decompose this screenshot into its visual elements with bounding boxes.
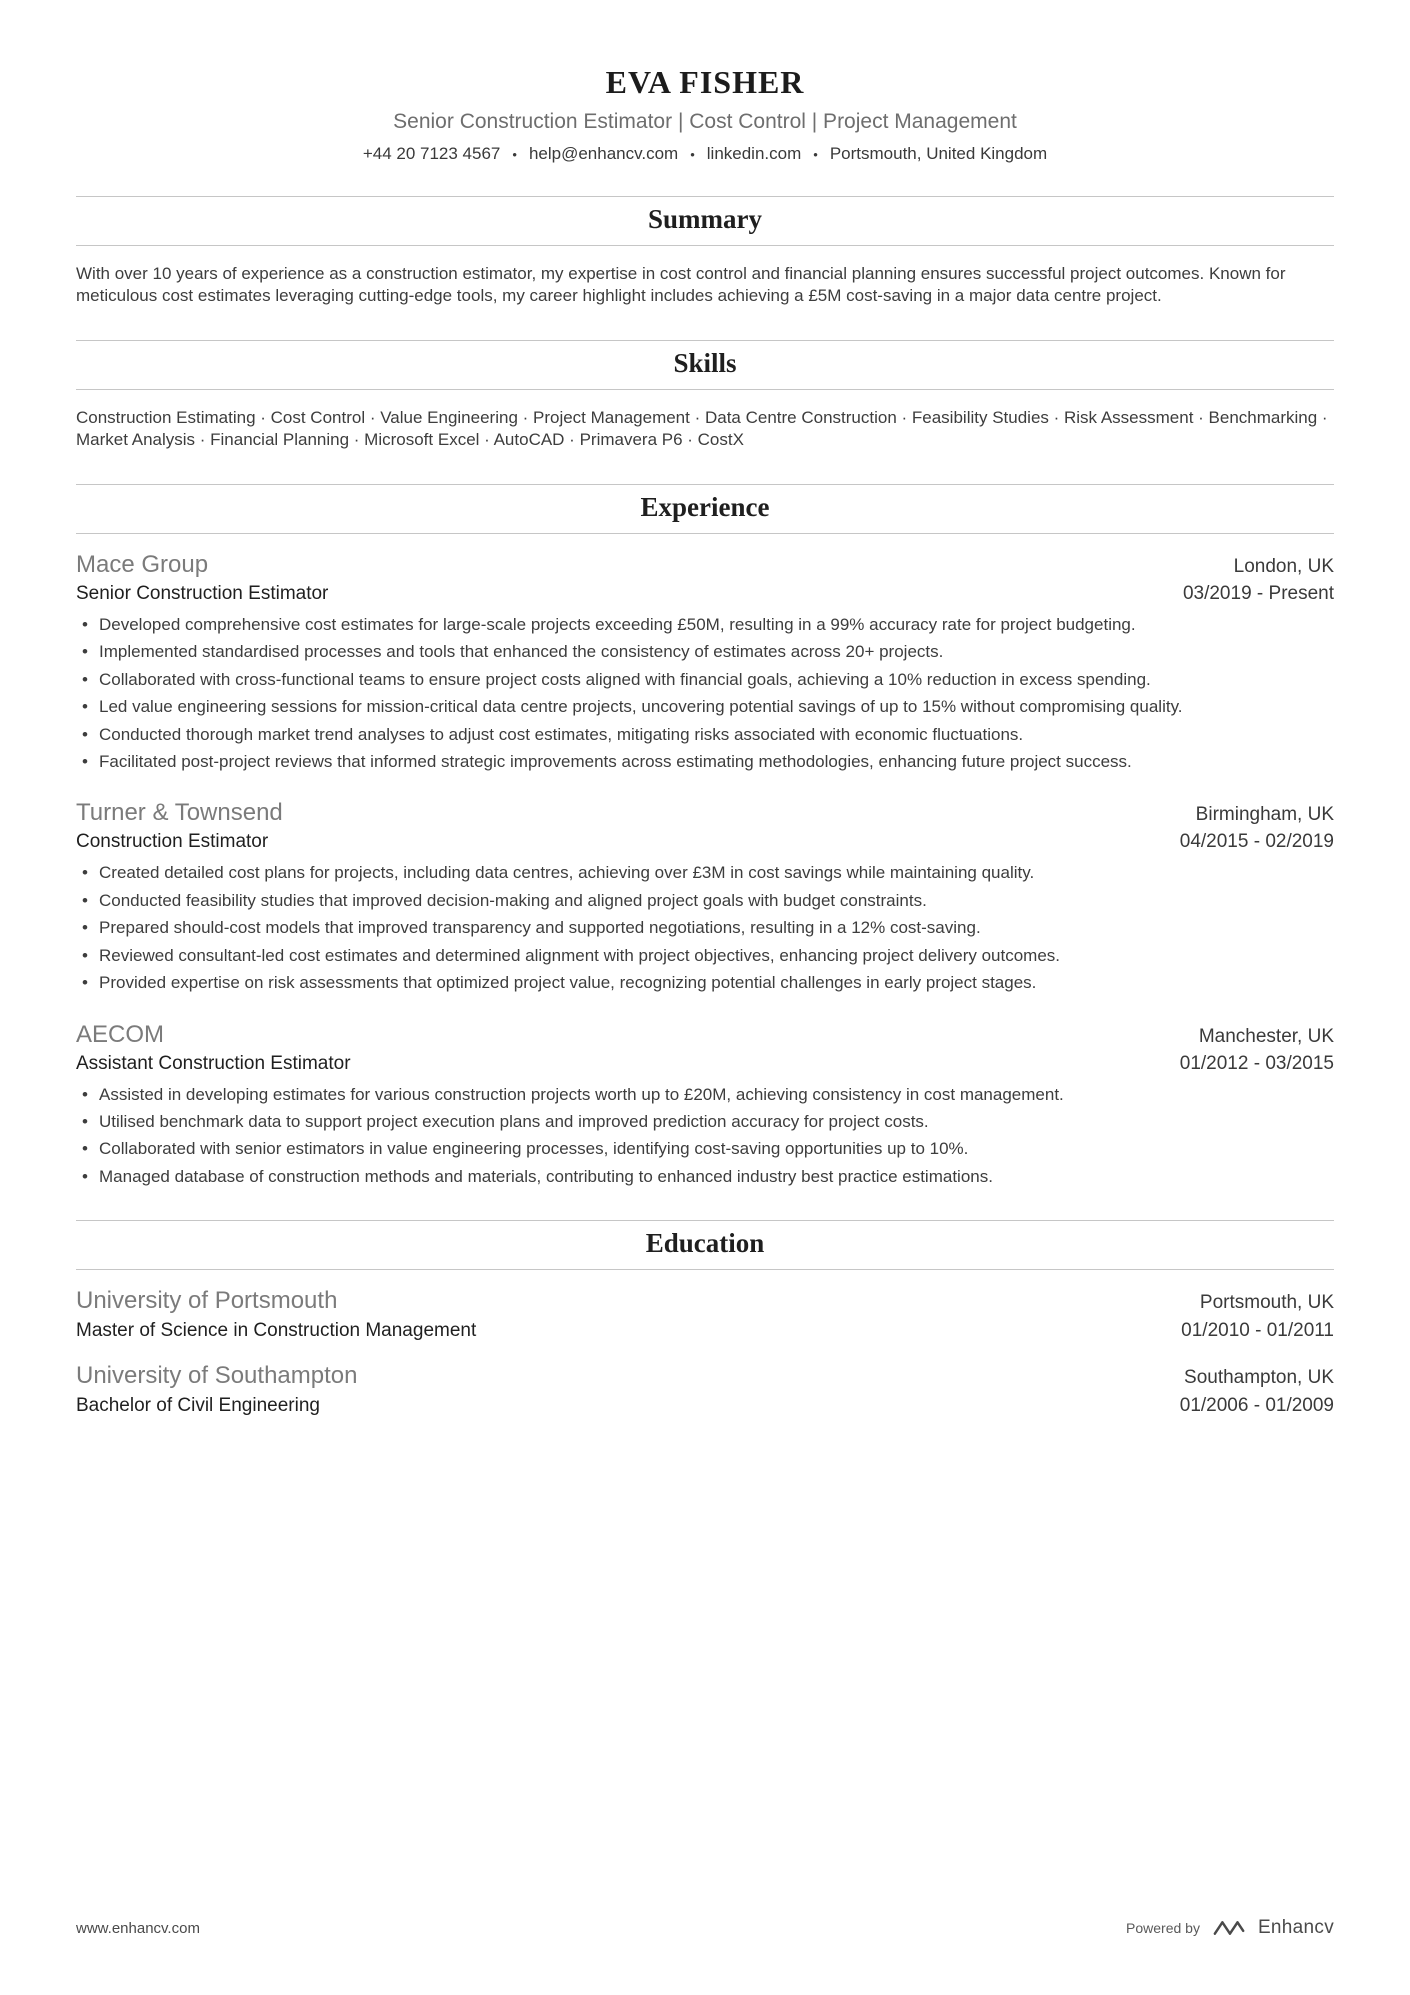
website-url: www.enhancv.com — [76, 1919, 200, 1937]
summary-text: With over 10 years of experience as a construction estimator, my expertise in cost control and financial planning ensures successful project outcomes. Known for meticulous cost estimates leveraging cutting-edge tools, my career highlight includes achieving a £5M cost-saving in a major data centre project. — [76, 264, 1286, 306]
location-text: Portsmouth, United Kingdom — [829, 144, 1048, 163]
company-name: Mace Group — [76, 550, 209, 578]
job-dates: 01/2012 - 03/2015 — [1179, 1052, 1334, 1074]
candidate-title: Senior Construction Estimator | Cost Control | Project Management — [393, 110, 1017, 133]
job-bullet: • Implemented standardised processes and tools that enhanced the consistency of estimates across 20+ projects. — [76, 641, 1334, 663]
education-entry — [76, 1362, 1334, 1417]
job-bullet: • Provided expertise on risk assessments that optimized project value, recognizing potential challenges in early project stages. — [76, 972, 1334, 994]
degree-name: Bachelor of Civil Engineering — [76, 1395, 320, 1417]
job-bullet: • Led value engineering sessions for mission-critical data centre projects, uncovering potential savings of up to 15% without compromising quality. — [76, 696, 1334, 718]
enhancv-brand-name: Enhancv — [1257, 1917, 1334, 1938]
job-bullet-list — [76, 862, 1334, 994]
section-experience — [76, 484, 1334, 1189]
section-heading-summary: Summary — [76, 196, 1334, 246]
dot-separator-icon — [813, 147, 818, 162]
section-heading-education: Education — [76, 1220, 1334, 1270]
job-bullet-list — [76, 614, 1334, 774]
job-bullet: • Managed database of construction methods and materials, contributing to enhanced industry best practice estimations. — [76, 1166, 1334, 1188]
education-entry — [76, 1287, 1334, 1342]
education-dates: 01/2010 - 01/2011 — [1181, 1320, 1334, 1342]
powered-by-label: Powered by — [1126, 1920, 1200, 1936]
company-name: AECOM — [76, 1020, 165, 1048]
skills-list: Construction Estimating · Cost Control · Value Engineering · Project Management · Data Centre Construction · Feasibility Studies · Risk Assessment · Benchmarking · Market Analysis · Financial Planning · Microsoft Excel · AutoCAD · Primavera P6 · CostX — [76, 407, 1328, 450]
job-location: London, UK — [1233, 555, 1334, 577]
job-bullet: • Assisted in developing estimates for various construction projects worth up to £20M, achieving consistency in cost management. — [76, 1084, 1334, 1106]
dot-separator-icon — [512, 147, 517, 162]
job-dates: 04/2015 - 02/2019 — [1179, 831, 1334, 853]
job-bullet: • Collaborated with senior estimators in value engineering processes, identifying cost-saving opportunities up to 10%. — [76, 1138, 1334, 1160]
job-bullet: • Conducted thorough market trend analyses to adjust cost estimates, mitigating risks associated with economic fluctuations. — [76, 724, 1334, 746]
dot-separator-icon — [690, 147, 695, 162]
experience-entry — [76, 551, 1334, 774]
experience-entry — [76, 1021, 1334, 1189]
section-education — [76, 1220, 1334, 1417]
job-bullet: • Prepared should-cost models that improved transparency and supported negotiations, resulting in a 12% cost-saving. — [76, 917, 1334, 939]
company-name: Turner & Townsend — [76, 799, 283, 827]
job-bullet: • Facilitated post-project reviews that informed strategic improvements across estimating methodologies, enhancing future project success. — [76, 751, 1334, 773]
job-bullet: • Developed comprehensive cost estimates for large-scale projects exceeding £50M, resulting in a 99% accuracy rate for project budgeting. — [76, 614, 1334, 636]
linkedin-link: linkedin.com — [706, 144, 802, 163]
job-dates: 03/2019 - Present — [1182, 582, 1334, 604]
job-title: Construction Estimator — [76, 831, 269, 853]
job-bullet: • Created detailed cost plans for projects, including data centres, achieving over £3M in cost savings while maintaining quality. — [76, 862, 1334, 884]
candidate-name: EVA FISHER — [605, 64, 805, 100]
job-title: Assistant Construction Estimator — [76, 1052, 351, 1074]
powered-by-enhancv[interactable] — [1126, 1917, 1334, 1939]
degree-name: Master of Science in Construction Management — [76, 1320, 477, 1342]
email-address: help@enhancv.com — [528, 144, 679, 163]
job-bullet: • Reviewed consultant-led cost estimates and determined alignment with project objectives, enhancing project delivery outcomes. — [76, 945, 1334, 967]
job-location: Manchester, UK — [1198, 1025, 1334, 1047]
section-summary — [76, 196, 1334, 308]
job-location: Birmingham, UK — [1195, 804, 1334, 826]
job-bullet-list — [76, 1084, 1334, 1189]
school-name: University of Portsmouth — [76, 1287, 338, 1315]
section-heading-experience: Experience — [76, 484, 1334, 534]
job-title: Senior Construction Estimator — [76, 582, 329, 604]
job-bullet: • Collaborated with cross-functional teams to ensure project costs aligned with financial goals, achieving a 10% reduction in excess spending. — [76, 669, 1334, 691]
enhancv-logo-icon — [1212, 1918, 1246, 1938]
job-bullet: • Utilised benchmark data to support project execution plans and improved prediction accuracy for project costs. — [76, 1111, 1334, 1133]
school-name: University of Southampton — [76, 1362, 358, 1390]
school-location: Portsmouth, UK — [1199, 1292, 1334, 1314]
experience-entry — [76, 799, 1334, 994]
contact-line — [76, 144, 1334, 164]
section-skills — [76, 340, 1334, 452]
school-location: Southampton, UK — [1184, 1367, 1334, 1389]
job-bullet: • Conducted feasibility studies that improved decision-making and aligned project goals with budget constraints. — [76, 890, 1334, 912]
page-footer — [76, 1917, 1334, 1939]
resume-header — [76, 64, 1334, 164]
phone-number: +44 20 7123 4567 — [362, 144, 501, 163]
section-heading-skills: Skills — [76, 340, 1334, 390]
education-dates: 01/2006 - 01/2009 — [1179, 1395, 1334, 1417]
